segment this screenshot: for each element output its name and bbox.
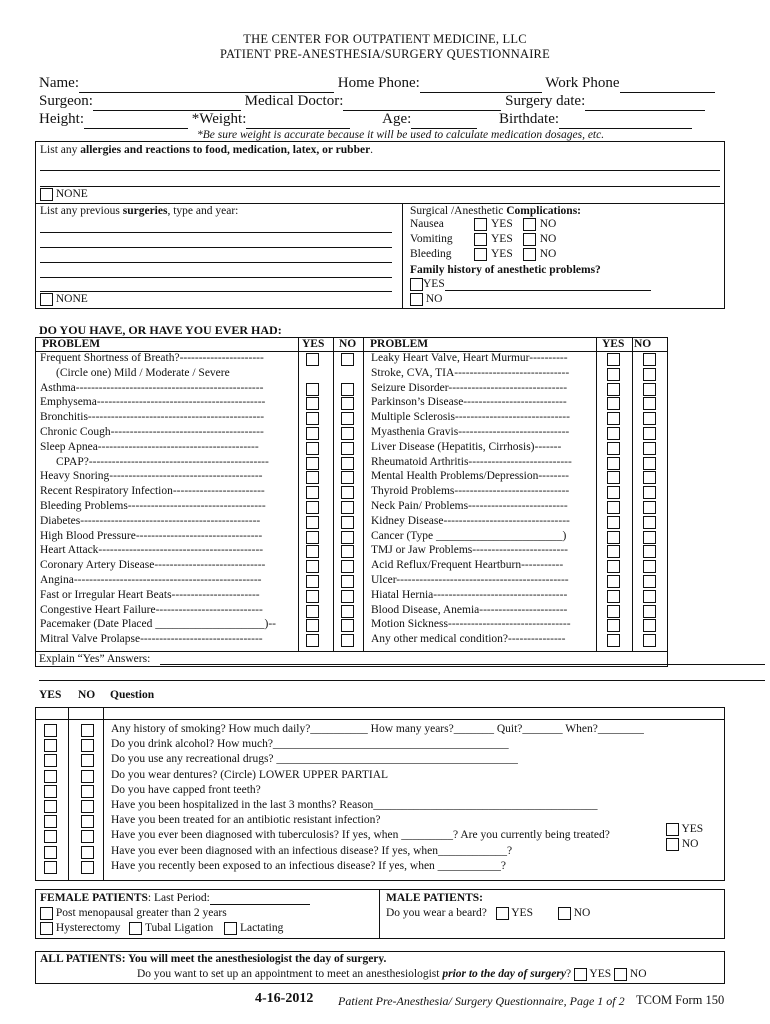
history-left-problem: Emphysema--------------------------------------------: [40, 396, 266, 409]
beard-no-checkbox[interactable]: [558, 907, 571, 920]
question-no-checkbox[interactable]: [81, 861, 94, 874]
family-history-yes-checkbox[interactable]: [410, 278, 423, 291]
question-text: Do you have capped front teeth?: [111, 783, 261, 796]
history-left-yes-checkbox[interactable]: [306, 634, 319, 647]
tubal-ligation-label: Tubal Ligation: [144, 922, 214, 935]
anesthesiologist-appointment-row: [137, 968, 647, 981]
beard-question: Do you wear a beard?: [386, 907, 487, 920]
all-patients-title: ALL PATIENTS: You will meet the anesthesiologist the day of surgery.: [40, 953, 387, 965]
history-right-yes-checkbox[interactable]: [607, 501, 620, 514]
male-patients-title: MALE PATIENTS:: [386, 892, 484, 904]
history-right-yes-checkbox[interactable]: [607, 619, 620, 632]
appointment-no-checkbox[interactable]: [614, 968, 627, 981]
history-left-problem: (Circle one) Mild / Moderate / Severe: [56, 366, 230, 379]
home-phone-field[interactable]: [420, 75, 542, 93]
surgeries-emphasis: surgeries: [122, 205, 168, 217]
history-left-yes-checkbox[interactable]: [306, 471, 319, 484]
beard-row: [386, 907, 590, 920]
history-right-problem: Rheumatoid Arthritis---------------------------: [371, 455, 572, 468]
tb-treated-yes-option[interactable]: [666, 823, 703, 836]
history-right-no-checkbox[interactable]: [643, 486, 656, 499]
history-right-no-checkbox[interactable]: [643, 353, 656, 366]
name-label: Name:: [39, 75, 79, 91]
height-field[interactable]: [84, 111, 188, 129]
question-text: Have you been hospitalized in the last 3 months? Reason_______________________________________: [111, 799, 598, 811]
history-right-yes-checkbox[interactable]: [607, 545, 620, 558]
history-right-problem: Ulcer---------------------------------------------: [371, 574, 569, 586]
surgeries-line-4[interactable]: [40, 277, 392, 278]
history-right-yes-checkbox[interactable]: [607, 457, 620, 470]
complication-no-label: NO: [539, 233, 557, 246]
history-left-no-checkbox[interactable]: [341, 353, 354, 366]
divider: [36, 203, 724, 204]
explain-line-1[interactable]: [160, 664, 765, 665]
question-no-checkbox[interactable]: [81, 754, 94, 767]
surgeries-prefix: List any previous: [40, 205, 123, 217]
allergies-prompt: [40, 144, 373, 156]
history-left-problem: Chronic Cough----------------------------------------: [40, 426, 264, 438]
tb-treated-yes-label: YES: [681, 823, 704, 836]
history-left-problem: Bleeding Problems------------------------------------: [40, 500, 266, 512]
history-right-yes-checkbox[interactable]: [607, 516, 620, 529]
divider: [596, 337, 597, 651]
work-phone-field[interactable]: [620, 75, 715, 93]
patient-info-row-1: [39, 75, 715, 93]
history-left-problem: Sleep Apnea------------------------------------------: [40, 440, 259, 453]
history-left-yes-checkbox[interactable]: [306, 501, 319, 514]
female-period-row: [40, 892, 310, 905]
family-history-yes-label: YES: [423, 278, 445, 291]
history-right-problem: Cancer (Type ______________________): [371, 529, 567, 542]
surgeries-line-3[interactable]: [40, 262, 392, 263]
lactating-checkbox[interactable]: [224, 922, 237, 935]
history-left-problem: Coronary Artery Disease-----------------------------: [40, 559, 266, 572]
family-history-yes-option[interactable]: [410, 278, 651, 291]
height-label: Height:: [39, 111, 84, 127]
question-no-checkbox[interactable]: [81, 770, 94, 783]
history-left-yes-checkbox[interactable]: [306, 383, 319, 396]
questions-no-header: NO: [78, 689, 96, 701]
history-right-no-checkbox[interactable]: [643, 619, 656, 632]
divider: [363, 337, 364, 651]
divider: [103, 707, 104, 881]
explain-yes-label: Explain “Yes” Answers:: [39, 653, 151, 665]
history-right-problem-header: PROBLEM: [370, 338, 429, 350]
tb-treated-no-checkbox[interactable]: [666, 838, 679, 851]
history-right-no-checkbox[interactable]: [643, 516, 656, 529]
question-text: Any history of smoking? How much daily?__________ How many years?_______ Quit?_______ When?________: [111, 723, 644, 735]
question-text: Have you been treated for an antibiotic resistant infection?: [111, 814, 381, 827]
appointment-question-emphasis: prior to the day of surgery: [442, 968, 566, 981]
history-left-yes-checkbox[interactable]: [306, 560, 319, 573]
surgeries-none-checkbox[interactable]: [40, 293, 53, 306]
surgery-date-field[interactable]: [585, 93, 705, 111]
history-left-yes-checkbox[interactable]: [306, 516, 319, 529]
history-right-problem: Leaky Heart Valve, Heart Murmur----------: [371, 352, 568, 364]
appointment-yes-checkbox[interactable]: [574, 968, 587, 981]
history-left-yes-checkbox[interactable]: [306, 486, 319, 499]
history-right-no-checkbox[interactable]: [643, 471, 656, 484]
history-left-yes-checkbox[interactable]: [306, 457, 319, 470]
history-left-problem: Heart Attack-------------------------------------------: [40, 544, 264, 557]
complication-yes-checkbox[interactable]: [474, 248, 487, 261]
history-left-no-header: NO: [339, 338, 357, 350]
history-right-no-checkbox[interactable]: [643, 412, 656, 425]
history-left-problem: Recent Respiratory Infection------------------------: [40, 485, 265, 498]
history-left-yes-checkbox[interactable]: [306, 531, 319, 544]
question-yes-checkbox[interactable]: [44, 815, 57, 828]
tb-treated-no-label: NO: [681, 838, 699, 851]
history-right-yes-checkbox[interactable]: [607, 442, 620, 455]
history-right-yes-checkbox[interactable]: [607, 531, 620, 544]
history-right-problem: Seizure Disorder-------------------------------: [371, 381, 568, 394]
divider: [298, 337, 299, 651]
complication-row: [410, 233, 556, 246]
history-right-problem: Parkinson’s Disease---------------------------: [371, 396, 567, 409]
question-no-checkbox[interactable]: [81, 830, 94, 843]
history-left-problem: Mitral Valve Prolapse--------------------------------: [40, 633, 263, 646]
question-text: Do you drink alcohol? How much?_________________________________________: [111, 738, 509, 751]
question-text: Have you recently been exposed to an infectious disease? If yes, when ___________?: [111, 859, 507, 872]
question-text: Do you wear dentures? (Circle) LOWER UPPER PARTIAL: [111, 768, 389, 781]
history-left-problem: High Blood Pressure---------------------------------: [40, 529, 263, 542]
history-left-problem: Frequent Shortness of Breath?----------------------: [40, 352, 264, 364]
question-no-checkbox[interactable]: [81, 724, 94, 737]
divider: [402, 203, 403, 309]
name-field[interactable]: [79, 75, 334, 93]
history-left-yes-checkbox[interactable]: [306, 575, 319, 588]
history-right-no-checkbox[interactable]: [643, 634, 656, 647]
medical-doctor-label: Medical Doctor:: [244, 93, 344, 109]
history-left-problem: Congestive Heart Failure----------------------------: [40, 603, 263, 616]
question-yes-checkbox[interactable]: [44, 846, 57, 859]
history-right-yes-checkbox[interactable]: [607, 575, 620, 588]
history-right-yes-checkbox[interactable]: [607, 471, 620, 484]
complication-row: [410, 218, 556, 231]
divider: [333, 337, 334, 651]
question-no-checkbox[interactable]: [81, 739, 94, 752]
allergies-none-checkbox[interactable]: [40, 188, 53, 201]
complication-yes-label: YES: [491, 233, 513, 246]
history-right-no-checkbox[interactable]: [643, 545, 656, 558]
history-left-no-checkbox[interactable]: [341, 427, 354, 440]
complication-no-checkbox[interactable]: [523, 248, 536, 261]
patient-info-row-3: [39, 111, 692, 129]
complications-title: [410, 205, 581, 217]
history-right-yes-checkbox[interactable]: [607, 486, 620, 499]
form-id: TCOM Form 150: [636, 993, 725, 1007]
weight-label: *Weight:: [191, 111, 247, 127]
family-history-no-label: NO: [425, 293, 443, 306]
weight-field[interactable]: [246, 111, 350, 129]
question-yes-checkbox[interactable]: [44, 724, 57, 737]
home-phone-label: Home Phone:: [337, 75, 420, 91]
complications-emphasis: Complications:: [506, 205, 581, 217]
tb-treated-no-option[interactable]: [666, 838, 699, 851]
birthdate-field[interactable]: [559, 111, 692, 129]
tb-treated-yes-checkbox[interactable]: [666, 823, 679, 836]
question-yes-checkbox[interactable]: [44, 800, 57, 813]
surgeon-field[interactable]: [93, 93, 241, 111]
question-text: Do you use any recreational drugs? __________________________________________: [111, 753, 518, 766]
history-left-no-checkbox[interactable]: [341, 605, 354, 618]
history-right-yes-checkbox[interactable]: [607, 634, 620, 647]
history-left-no-checkbox[interactable]: [341, 457, 354, 470]
surgeries-line-2[interactable]: [40, 247, 392, 248]
complication-yes-checkbox[interactable]: [474, 218, 487, 231]
complication-yes-label: YES: [491, 248, 513, 261]
hysterectomy-checkbox[interactable]: [40, 922, 53, 935]
history-left-yes-header: YES: [302, 338, 325, 350]
history-right-no-checkbox[interactable]: [643, 605, 656, 618]
page-info: Patient Pre-Anesthesia/ Surgery Questionnaire, Page 1 of 2: [338, 994, 625, 1008]
history-left-problem: Heavy Snoring----------------------------------------: [40, 470, 263, 483]
history-left-no-checkbox[interactable]: [341, 383, 354, 396]
history-left-problem: Angina-------------------------------------------------: [40, 574, 262, 586]
appointment-no-label: NO: [629, 968, 647, 981]
history-left-no-checkbox[interactable]: [341, 501, 354, 514]
beard-no-label: NO: [573, 907, 591, 920]
postmenopausal-label: Post menopausal greater than 2 years: [55, 907, 227, 920]
history-right-yes-checkbox[interactable]: [607, 412, 620, 425]
history-right-problem: Kidney Disease---------------------------------: [371, 514, 570, 527]
question-no-checkbox[interactable]: [81, 800, 94, 813]
history-right-problem: Neck Pain/ Problems--------------------------: [371, 500, 568, 512]
history-right-no-checkbox[interactable]: [643, 501, 656, 514]
history-right-no-checkbox[interactable]: [643, 427, 656, 440]
history-left-yes-checkbox[interactable]: [306, 590, 319, 603]
history-right-problem: Stroke, CVA, TIA------------------------------: [371, 366, 570, 379]
history-right-no-checkbox[interactable]: [643, 368, 656, 381]
history-left-problem: Asthma-------------------------------------------------: [40, 381, 264, 394]
history-right-no-checkbox[interactable]: [643, 560, 656, 573]
history-right-no-checkbox[interactable]: [643, 575, 656, 588]
history-right-problem: Acid Reflux/Frequent Heartburn-----------: [371, 559, 564, 572]
history-left-yes-checkbox[interactable]: [306, 412, 319, 425]
history-left-no-checkbox[interactable]: [341, 397, 354, 410]
history-left-no-checkbox[interactable]: [341, 516, 354, 529]
beard-yes-checkbox[interactable]: [496, 907, 509, 920]
family-history-no-checkbox[interactable]: [410, 293, 423, 306]
history-left-no-checkbox[interactable]: [341, 590, 354, 603]
history-right-no-checkbox[interactable]: [643, 383, 656, 396]
history-left-no-checkbox[interactable]: [341, 634, 354, 647]
family-history-no-option[interactable]: [410, 293, 443, 306]
history-right-no-checkbox[interactable]: [643, 531, 656, 544]
medical-doctor-field[interactable]: [343, 93, 501, 111]
history-right-no-checkbox[interactable]: [643, 397, 656, 410]
history-right-yes-header: YES: [602, 338, 625, 350]
surgeries-prompt: [40, 205, 238, 217]
female-patients-title: FEMALE PATIENTS: [40, 892, 148, 904]
tubal-ligation-checkbox[interactable]: [129, 922, 142, 935]
question-yes-checkbox[interactable]: [44, 770, 57, 783]
question-yes-checkbox[interactable]: [44, 754, 57, 767]
complication-no-checkbox[interactable]: [523, 218, 536, 231]
allergies-none-option[interactable]: [40, 188, 88, 201]
history-left-yes-checkbox[interactable]: [306, 605, 319, 618]
question-text: Have you ever been diagnosed with tuberculosis? If yes, when _________? Are you currently being treated?: [111, 829, 610, 842]
history-left-yes-checkbox[interactable]: [306, 619, 319, 632]
surgeries-line-5[interactable]: [40, 291, 392, 292]
history-right-problem: TMJ or Jaw Problems-------------------------: [371, 544, 568, 557]
appointment-yes-label: YES: [589, 968, 612, 981]
form-org-title: THE CENTER FOR OUTPATIENT MEDICINE, LLC: [243, 32, 527, 46]
history-right-yes-checkbox[interactable]: [607, 560, 620, 573]
history-right-problem: Mental Health Problems/Depression--------: [371, 470, 569, 483]
work-phone-label: Work Phone: [545, 75, 620, 91]
appointment-question: Do you want to set up an appointment to meet an anesthesiologist: [137, 968, 443, 981]
allergies-line-1[interactable]: [40, 170, 720, 171]
age-field[interactable]: [411, 111, 477, 129]
history-right-yes-checkbox[interactable]: [607, 383, 620, 396]
form-date: 4-16-2012: [255, 991, 314, 1006]
history-section-title: DO YOU HAVE, OR HAVE YOU EVER HAD:: [39, 323, 282, 337]
age-label: Age:: [382, 111, 412, 127]
form-title: PATIENT PRE-ANESTHESIA/SURGERY QUESTIONNAIRE: [220, 47, 550, 61]
allergies-none-label: NONE: [55, 188, 88, 201]
history-right-yes-checkbox[interactable]: [607, 397, 620, 410]
surgery-date-label: Surgery date:: [505, 93, 586, 109]
history-left-yes-checkbox[interactable]: [306, 353, 319, 366]
divider: [379, 889, 380, 939]
surgeries-line-1[interactable]: [40, 232, 392, 233]
question-no-checkbox[interactable]: [81, 815, 94, 828]
question-text: Have you ever been diagnosed with an infectious disease? If yes, when____________?: [111, 844, 513, 857]
history-left-yes-checkbox[interactable]: [306, 545, 319, 558]
questions-question-header: Question: [110, 689, 155, 701]
history-right-no-checkbox[interactable]: [643, 442, 656, 455]
history-right-problem: Thyroid Problems------------------------------: [371, 485, 570, 498]
history-left-no-checkbox[interactable]: [341, 545, 354, 558]
weight-note: *Be sure weight is accurate because it will be used to calculate medication dosages, etc.: [197, 129, 605, 141]
history-left-no-checkbox[interactable]: [341, 575, 354, 588]
history-right-problem: Liver Disease (Hepatitis, Cirrhosis)-------: [371, 440, 562, 453]
history-left-problem: Pacemaker (Date Placed ___________________)--: [40, 618, 276, 631]
surgeon-label: Surgeon:: [39, 93, 93, 109]
family-history-question: Family history of anesthetic problems?: [410, 264, 601, 276]
question-no-checkbox[interactable]: [81, 846, 94, 859]
history-left-no-checkbox[interactable]: [341, 486, 354, 499]
allergies-emphasis: allergies and reactions to food, medication, latex, or rubber: [80, 144, 371, 156]
female-surgery-options: [40, 922, 283, 935]
divider: [68, 707, 69, 881]
hysterectomy-label: Hysterectomy: [55, 922, 121, 935]
history-left-problem: Diabetes-----------------------------------------------: [40, 514, 261, 527]
birthdate-label: Birthdate:: [499, 111, 560, 127]
family-history-details-field[interactable]: [445, 278, 651, 291]
history-right-yes-checkbox[interactable]: [607, 590, 620, 603]
history-left-no-checkbox[interactable]: [341, 619, 354, 632]
complication-no-label: NO: [539, 248, 557, 261]
history-left-yes-checkbox[interactable]: [306, 427, 319, 440]
allergies-line-2[interactable]: [40, 186, 720, 187]
complications-prefix: Surgical /Anesthetic: [410, 205, 507, 217]
surgeries-suffix: , type and year:: [167, 205, 239, 217]
allergies-prefix: List any: [40, 144, 81, 156]
question-no-checkbox[interactable]: [81, 785, 94, 798]
history-left-no-checkbox[interactable]: [341, 471, 354, 484]
history-left-yes-checkbox[interactable]: [306, 442, 319, 455]
history-right-no-checkbox[interactable]: [643, 457, 656, 470]
history-explain-divider: [35, 651, 668, 652]
history-left-problem: Fast or Irregular Heart Beats-----------------------: [40, 588, 260, 601]
complication-no-label: NO: [539, 218, 557, 231]
history-right-problem: Blood Disease, Anemia-----------------------: [371, 603, 568, 616]
last-period-label: : Last Period:: [147, 892, 210, 904]
history-right-yes-checkbox[interactable]: [607, 427, 620, 440]
complication-yes-checkbox[interactable]: [474, 233, 487, 246]
history-right-problem: Motion Sickness--------------------------------: [371, 618, 571, 631]
question-yes-checkbox[interactable]: [44, 785, 57, 798]
divider: [632, 337, 633, 651]
questions-yes-header: YES: [39, 689, 62, 701]
history-right-problem: Multiple Sclerosis------------------------------: [371, 411, 570, 424]
history-right-no-checkbox[interactable]: [643, 590, 656, 603]
history-left-no-checkbox[interactable]: [341, 412, 354, 425]
history-left-problem: CPAP?-----------------------------------------------: [56, 455, 269, 468]
beard-yes-label: YES: [511, 907, 533, 920]
complication-label: Bleeding: [410, 248, 452, 261]
allergies-suffix: .: [370, 144, 374, 156]
history-left-yes-checkbox[interactable]: [306, 397, 319, 410]
history-right-yes-checkbox[interactable]: [607, 368, 620, 381]
history-left-no-checkbox[interactable]: [341, 560, 354, 573]
history-right-problem: Hiatal Hernia-----------------------------------: [371, 588, 568, 601]
history-left-problem-header: PROBLEM: [42, 338, 101, 350]
last-period-field[interactable]: [210, 892, 310, 905]
question-yes-checkbox[interactable]: [44, 861, 57, 874]
history-right-yes-checkbox[interactable]: [607, 605, 620, 618]
history-right-problem: Any other medical condition?---------------: [371, 633, 566, 646]
lactating-label: Lactating: [239, 922, 284, 935]
postmenopausal-checkbox[interactable]: [40, 907, 53, 920]
surgeries-none-option[interactable]: [40, 293, 88, 306]
complication-label: Vomiting: [410, 233, 453, 246]
surgeries-none-label: NONE: [55, 293, 88, 306]
patient-info-row-2: [39, 93, 705, 111]
complication-row: [410, 248, 556, 261]
history-left-no-checkbox[interactable]: [341, 442, 354, 455]
complication-yes-label: YES: [491, 218, 513, 231]
history-right-no-header: NO: [634, 338, 652, 350]
history-left-problem: Bronchitis----------------------------------------------: [40, 411, 265, 424]
appointment-question-suffix: ?: [565, 968, 572, 981]
explain-line-2[interactable]: [39, 680, 765, 681]
history-left-no-checkbox[interactable]: [341, 531, 354, 544]
question-yes-checkbox[interactable]: [44, 739, 57, 752]
postmenopausal-option[interactable]: [40, 907, 227, 920]
history-right-problem: Myasthenia Gravis-----------------------------: [371, 426, 570, 438]
questions-header-divider: [35, 719, 725, 720]
complication-label: Nausea: [410, 218, 444, 231]
complication-no-checkbox[interactable]: [523, 233, 536, 246]
history-right-yes-checkbox[interactable]: [607, 353, 620, 366]
question-yes-checkbox[interactable]: [44, 830, 57, 843]
